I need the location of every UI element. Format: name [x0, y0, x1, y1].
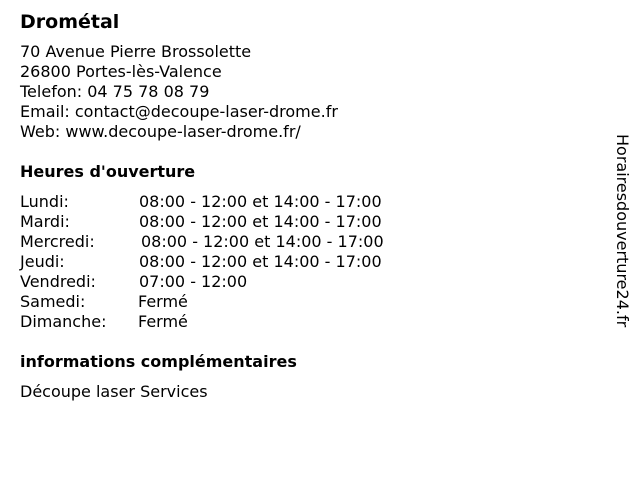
opening-hours-table — [20, 192, 600, 332]
email-line: Email: contact@decoupe-laser-drome.fr — [20, 102, 338, 121]
phone-line: Telefon: 04 75 78 08 79 — [20, 82, 210, 101]
hours-row-sunday — [20, 312, 600, 332]
web-line: Web: www.decoupe-laser-drome.fr/ — [20, 122, 301, 141]
day-hours: Fermé — [138, 312, 188, 331]
day-label: Lundi: — [20, 192, 69, 211]
day-hours: Fermé — [138, 292, 188, 311]
hours-row-saturday — [20, 292, 600, 312]
day-label: Samedi: — [20, 292, 86, 311]
day-label: Vendredi: — [20, 272, 96, 291]
hours-row-friday — [20, 272, 600, 292]
additional-info-text: Découpe laser Services — [20, 382, 208, 401]
day-hours: 07:00 - 12:00 — [139, 272, 248, 291]
day-hours: 08:00 - 12:00 et 14:00 - 17:00 — [139, 252, 382, 271]
day-label: Jeudi: — [20, 252, 65, 271]
day-label: Dimanche: — [20, 312, 107, 331]
address-city: 26800 Portes-lès-Valence — [20, 62, 222, 81]
additional-info-heading: informations complémentaires — [20, 352, 297, 371]
hours-row-tuesday — [20, 212, 600, 232]
day-hours: 08:00 - 12:00 et 14:00 - 17:00 — [139, 212, 382, 231]
business-card — [20, 10, 600, 402]
hours-row-thursday — [20, 252, 600, 272]
address-street: 70 Avenue Pierre Brossolette — [20, 42, 252, 61]
site-credit: Horairesdouverture24.fr — [613, 134, 632, 328]
hours-row-wednesday — [20, 232, 600, 252]
day-hours: 08:00 - 12:00 et 14:00 - 17:00 — [139, 192, 382, 211]
hours-row-monday — [20, 192, 600, 212]
day-label: Mercredi: — [20, 232, 95, 251]
day-label: Mardi: — [20, 212, 70, 231]
opening-hours-heading: Heures d'ouverture — [20, 162, 196, 181]
business-name: Drométal — [20, 11, 120, 33]
day-hours: 08:00 - 12:00 et 14:00 - 17:00 — [141, 232, 384, 251]
address-block — [20, 42, 600, 142]
